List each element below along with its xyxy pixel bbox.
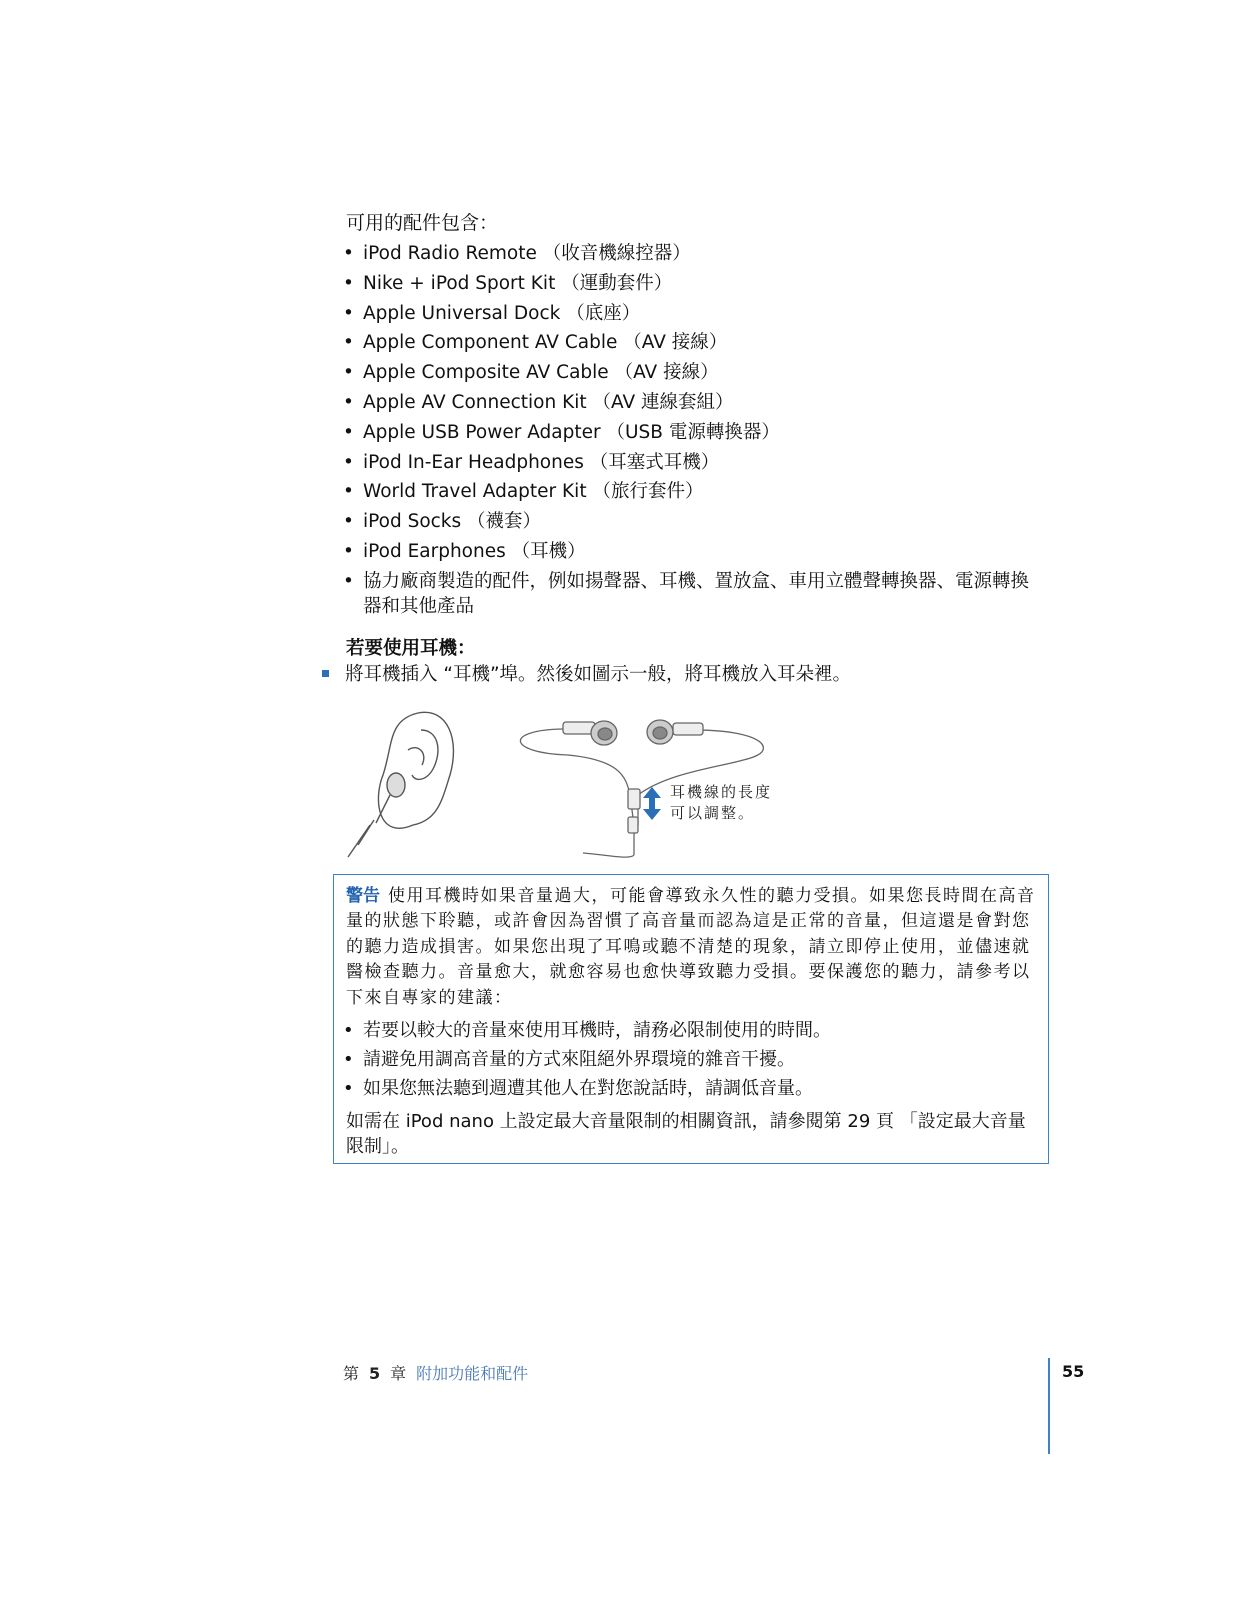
chapter-footer xyxy=(343,1361,528,1384)
list-item: • 協力廠商製造的配件，例如揚聲器、耳機、置放盒、車用立體聲轉換器、電源轉換器和其他產品 xyxy=(343,569,1043,619)
chapter-suffix: 章 xyxy=(390,1364,407,1383)
list-item: • World Travel Adapter Kit （旅行套件） xyxy=(343,479,1043,504)
list-item: • iPod Radio Remote （收音機線控器） xyxy=(343,241,1043,266)
list-item: • iPod In-Ear Headphones （耳塞式耳機） xyxy=(343,450,1043,475)
ear-drawing xyxy=(378,712,453,828)
list-item: • Nike + iPod Sport Kit （運動套件） xyxy=(343,271,1043,296)
list-item: • 若要以較大的音量來使用耳機時，請務必限制使用的時間。 xyxy=(343,1018,1033,1043)
chapter-number: 5 xyxy=(369,1364,381,1383)
warning-box xyxy=(333,874,1049,1164)
step-bullet-icon xyxy=(322,670,329,677)
caption-line: 耳機線的長度 xyxy=(670,783,773,801)
list-item: • Apple Component AV Cable （AV 接線） xyxy=(343,330,1043,355)
chapter-title: 附加功能和配件 xyxy=(416,1364,529,1383)
list-item: • 如果您無法聽到週遭其他人在對您說話時，請調低音量。 xyxy=(343,1076,1033,1101)
page-number: 55 xyxy=(1062,1362,1085,1381)
footer-divider xyxy=(1048,1358,1050,1454)
warning-body: 使用耳機時如果音量過大，可能會導致永久性的聽力受損。如果您長時間在高音量的狀態下聆聽，或許會因為習慣了高音量而認為這是正常的音量，但這還是會對您的聽力造成損害。如果您出現了耳鳴或聽不清楚的現象，請立即停止使用，並儘速就醫檢查聽力。音量愈大，就愈容易也愈快導致聽力受損。要保護您的聽力，請參考以下來自專家的建議： xyxy=(346,886,1036,1008)
list-item: • Apple AV Connection Kit （AV 連線套組） xyxy=(343,390,1043,415)
list-item: • iPod Socks （襪套） xyxy=(343,509,1043,534)
figure-caption xyxy=(670,782,772,824)
warning-paragraph xyxy=(346,884,1036,1011)
accessory-list xyxy=(343,241,1043,624)
list-item: • Apple Composite AV Cable （AV 接線） xyxy=(343,360,1043,385)
list-item: • Apple Universal Dock （底座） xyxy=(343,301,1043,326)
step-text: 將耳機插入 “耳機”埠。然後如圖示一般，將耳機放入耳朵裡。 xyxy=(345,664,852,685)
list-item: • iPod Earphones （耳機） xyxy=(343,539,1043,564)
chapter-prefix: 第 xyxy=(343,1364,360,1383)
warning-label: 警告 xyxy=(346,886,380,906)
step-instruction xyxy=(322,660,851,686)
section-heading: 若要使用耳機： xyxy=(346,638,476,659)
warning-tips xyxy=(343,1018,1033,1105)
volume-limit-note: 如需在 iPod nano 上設定最大音量限制的相關資訊，請參閱第 29 頁 「設定最大音量限制」。 xyxy=(346,1111,1026,1157)
double-arrow-icon xyxy=(643,787,661,820)
list-item: • 請避免用調高音量的方式來阻絕外界環境的雜音干擾。 xyxy=(343,1047,1033,1072)
list-item: • Apple USB Power Adapter （USB 電源轉換器） xyxy=(343,420,1043,445)
caption-line: 可以調整。 xyxy=(670,804,756,822)
intro-text: 可用的配件包含： xyxy=(346,212,499,234)
